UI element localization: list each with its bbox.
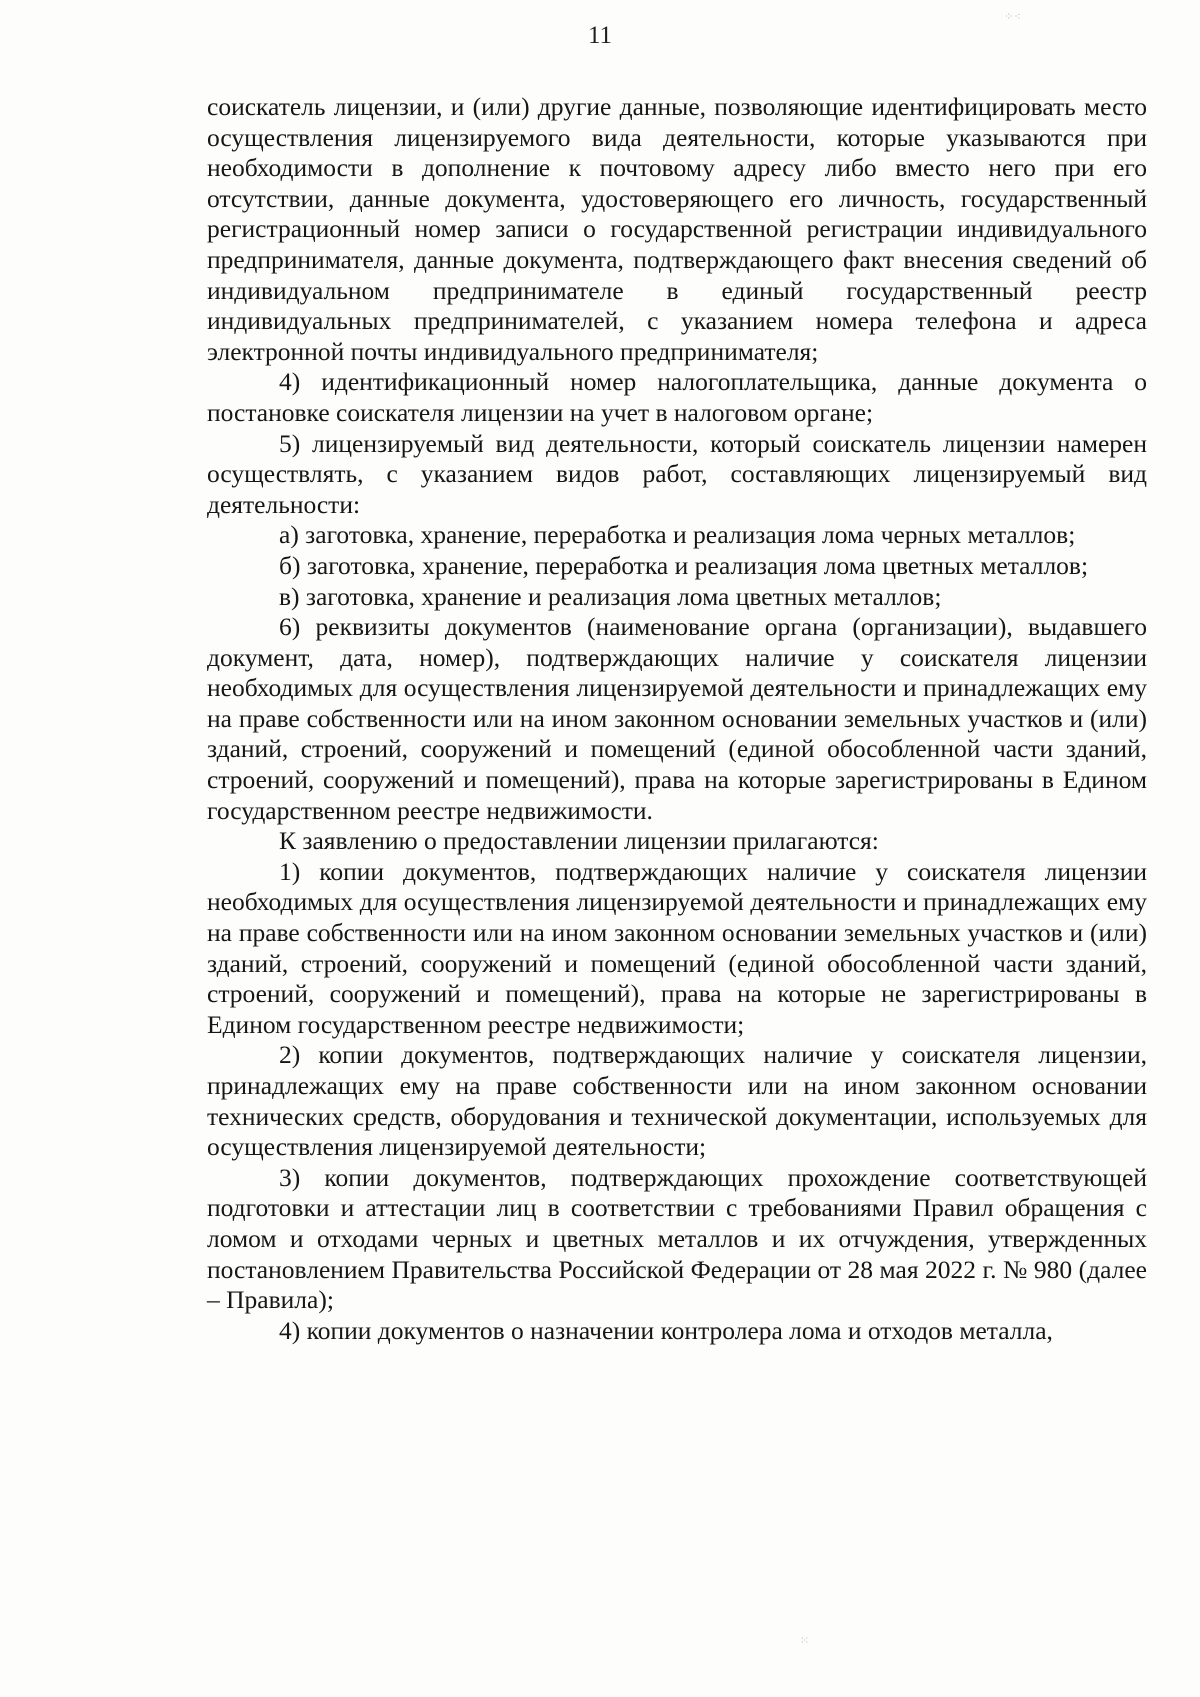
document-body bbox=[207, 92, 1147, 1346]
scan-artifact-icon: ⁘⁖ bbox=[1004, 10, 1022, 23]
paragraph-attachment-2: 2) копии документов, подтверждающих наличие у соискателя лицензии, принадлежащих ему на праве собственности или на ином законном основании технических средств, оборудования и технической документации, используемых для осуществления лицензируемой деятельности; bbox=[207, 1040, 1147, 1162]
paragraph-attachments-intro: К заявлению о предоставлении лицензии прилагаются: bbox=[279, 826, 879, 856]
paragraph-item-5: 5) лицензируемый вид деятельности, который соискатель лицензии намерен осуществлять, с указанием видов работ, составляющих лицензируемый вид деятельности: bbox=[207, 428, 1147, 519]
paragraph-attachment-1: 1) копии документов, подтверждающих наличие у соискателя лицензии необходимых для осуществления лицензируемой деятельности и принадлежащих ему на праве собственности или на ином законном основании земельных участков и (или) зданий, строений, сооружений и помещений (единой обособленной части зданий, строений, сооружений и помещений), права на которые не зарегистрированы в Едином государственном реестре недвижимости; bbox=[207, 856, 1147, 1039]
paragraph-applicant-data: соискатель лицензии, и (или) другие данные, позволяющие идентифицировать место осуществления лицензируемого вида деятельности, которые указываются при необходимости в дополнение к почтовому адресу либо вместо него при его отсутствии, данные документа, удостоверяющего его личность, государственный регистрационный номер записи о государственной регистрации индивидуального предпринимателя, данные документа, подтверждающего факт внесения сведений об индивидуальном предпринимателе в единый государственный реестр индивидуальных предпринимателей, с указанием номера телефона и адреса электронной почты индивидуального предпринимателя; bbox=[207, 92, 1147, 366]
paragraph-subitem-b: б) заготовка, хранение, переработка и реализация лома цветных металлов; bbox=[279, 550, 1089, 580]
paragraph-subitem-a: а) заготовка, хранение, переработка и реализация лома черных металлов; bbox=[279, 520, 1076, 550]
scan-artifact-icon: ⁙ bbox=[800, 1634, 811, 1647]
paragraph-item-4: 4) идентификационный номер налогоплательщика, данные документа о постановке соискателя лицензии на учет в налоговом органе; bbox=[207, 367, 1147, 427]
paragraph-item-6: 6) реквизиты документов (наименование органа (организации), выдавшего документ, дата, номер), подтверждающих наличие у соискателя лицензии необходимых для осуществления лицензируемой деятельности и принадлежащих ему на праве собственности или на ином законном основании земельных участков и (или) зданий, строений, сооружений и помещений (единой обособленной части зданий, строений, сооружений и помещений), права на которые зарегистрированы в Едином государственном реестре недвижимости. bbox=[207, 612, 1147, 825]
page-number: 11 bbox=[587, 22, 613, 49]
paragraph-subitem-v: в) заготовка, хранение и реализация лома цветных металлов; bbox=[279, 581, 942, 611]
paragraph-attachment-3: 3) копии документов, подтверждающих прохождение соответствующей подготовки и аттестации лиц в соответствии с требованиями Правил обращения с ломом и отходами черных и цветных металлов и их отчуждения, утвержденных постановлением Правительства Российской Федерации от 28 мая 2022 г. № 980 (далее – Правила); bbox=[207, 1162, 1147, 1315]
paragraph-attachment-4: 4) копии документов о назначении контролера лома и отходов металла, bbox=[279, 1315, 1053, 1345]
